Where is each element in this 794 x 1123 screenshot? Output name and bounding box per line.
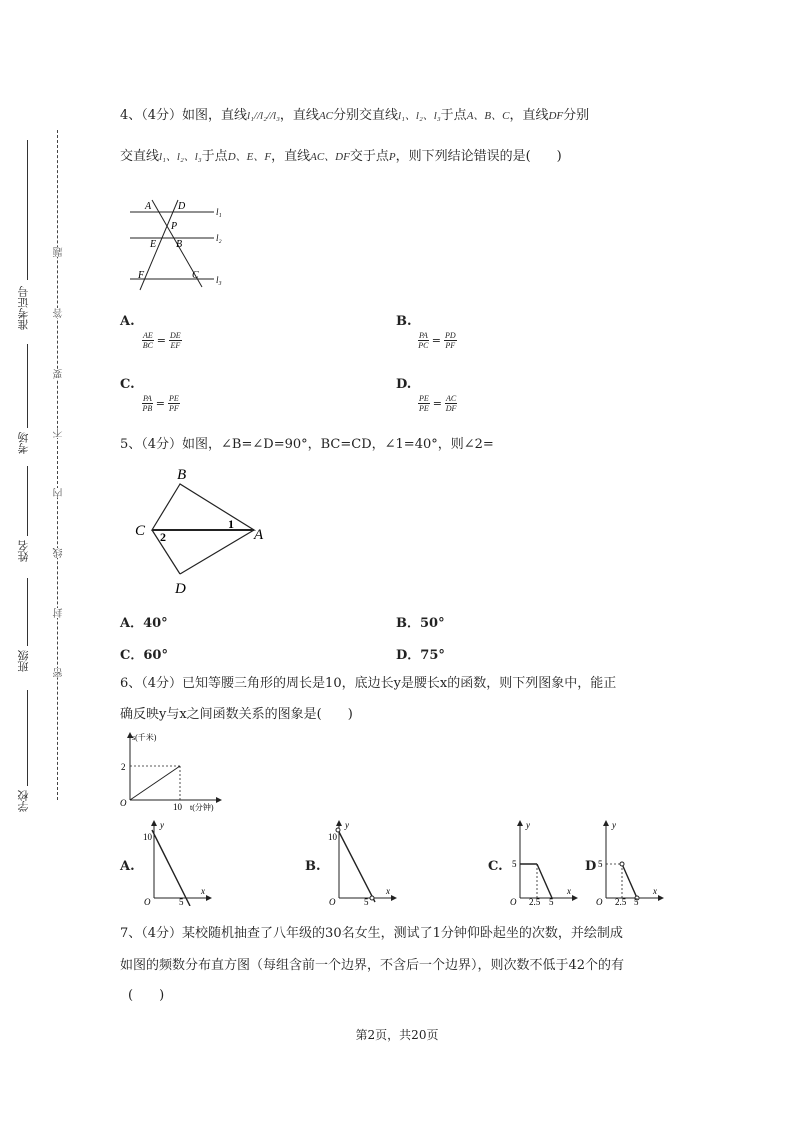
label-exam-room: 考场: [17, 432, 30, 454]
point-label: D: [175, 581, 186, 597]
fraction: $\frac{PD}{PF}$: [444, 331, 456, 350]
svg-text:2.5: 2.5: [615, 897, 627, 906]
q6-option-a-label[interactable]: A.: [120, 859, 135, 874]
seal-char: 题: [54, 247, 65, 257]
q4-line1: 4、（4分）如图，直线l₁//l₂//l₃，直线AC分别交直线l₁、l₂、l₃于点A、B、C，直线DF分别: [120, 108, 590, 123]
line-label: l₃: [216, 275, 222, 285]
q7-line2: 如图的频数分布直方图（每组含前一个边界，不含后一个边界），则次数不低于42个的有: [120, 958, 625, 973]
page-footer: 第2页，共20页: [355, 1028, 439, 1042]
q6-option-d-graph[interactable]: [592, 818, 668, 906]
axis-label: t(分钟): [190, 803, 214, 812]
seal-char: 封: [54, 608, 65, 618]
tick-label: 2: [121, 762, 126, 772]
fraction: $\frac{AE}{BC}$: [142, 331, 153, 350]
q6-option-c-label[interactable]: C.: [488, 859, 503, 874]
svg-text:x: x: [201, 886, 205, 896]
q5-option-a[interactable]: A．40°: [120, 616, 168, 631]
seal-char: 要: [54, 369, 65, 379]
q6-option-a-graph[interactable]: [140, 818, 216, 906]
svg-text:O: O: [144, 897, 151, 906]
seal-dashed-line: [57, 130, 58, 800]
seal-char: 内: [54, 488, 65, 498]
q4-figure: [126, 194, 236, 294]
q6-option-d-label[interactable]: D: [585, 859, 597, 874]
seal-char: 答: [54, 308, 65, 318]
svg-text:x: x: [386, 886, 390, 896]
point-label: P: [171, 221, 178, 232]
svg-text:5: 5: [634, 897, 639, 906]
q4-option-b[interactable]: B. $\frac{PA}{PC}$ = $\frac{PD}{PF}$: [396, 314, 456, 350]
svg-text:O: O: [596, 897, 603, 906]
seal-char: 不: [54, 428, 65, 438]
svg-text:y: y: [345, 820, 349, 830]
angle-label: 1: [228, 517, 234, 531]
svg-text:5: 5: [364, 897, 369, 906]
q6-option-c-graph[interactable]: [506, 818, 582, 906]
line-label: l₁: [216, 207, 222, 217]
svg-text:10: 10: [143, 832, 152, 842]
fraction: $\frac{PA}{PB}$: [142, 394, 153, 413]
seal-char: 线: [54, 548, 65, 558]
q5-option-b[interactable]: B．50°: [396, 616, 445, 631]
point-label: A: [145, 201, 152, 212]
blank-school: [27, 690, 28, 786]
fraction: $\frac{PE}{PE}$: [419, 394, 429, 413]
q5-text: 5、（4分）如图，∠B=∠D=90°，BC=CD，∠1=40°，则∠2=: [120, 437, 494, 452]
point-label: D: [178, 201, 186, 212]
point-label: E: [150, 239, 157, 250]
fraction: $\frac{PA}{PC}$: [418, 331, 429, 350]
svg-text:10: 10: [328, 832, 337, 842]
blank-exam-number: [27, 140, 28, 280]
svg-text:5: 5: [549, 897, 554, 906]
point-label: F: [138, 270, 145, 281]
label-exam-number: 准考证号: [17, 286, 30, 330]
sidebar-rule-line: [28, 140, 29, 790]
svg-text:y: y: [526, 820, 530, 830]
label-class: 班级: [17, 650, 30, 672]
svg-text:5: 5: [512, 859, 517, 869]
svg-text:2.5: 2.5: [529, 897, 541, 906]
svg-text:x: x: [653, 886, 657, 896]
tick-label: 10: [173, 802, 182, 812]
q6-option-b-label[interactable]: B.: [305, 859, 321, 874]
angle-label: 2: [160, 530, 166, 544]
q6-line2: 确反映y与x之间函数关系的图象是( ): [120, 707, 353, 722]
blank-class: [27, 578, 28, 646]
origin-label: O: [120, 798, 127, 808]
q5-figure: [130, 462, 270, 600]
axis-label: s(千米): [132, 733, 157, 742]
point-label: B: [177, 467, 187, 483]
q4-line2: 交直线l₁、l₂、l₃于点D、E、F，直线AC、DF交于点P，则下列结论错误的是( ): [120, 149, 562, 164]
q6-distance-time-graph: [116, 728, 236, 814]
q6-line1: 6、（4分）已知等腰三角形的周长是10，底边长y是腰长x的函数，则下列图象中，能正: [120, 676, 617, 691]
fraction: $\frac{DE}{EF}$: [170, 331, 181, 350]
svg-text:O: O: [510, 897, 517, 906]
svg-text:y: y: [612, 820, 616, 830]
point-label: C: [192, 270, 199, 281]
q4-option-c[interactable]: C. $\frac{PA}{PB}$ = $\frac{PE}{PF}$: [120, 377, 179, 413]
point-label: A: [254, 527, 264, 543]
q7-line1: 7、（4分）某校随机抽查了八年级的30名女生，测试了1分钟仰卧起坐的次数，并绘制成: [120, 926, 623, 941]
q4-option-d[interactable]: D. $\frac{PE}{PE}$ = $\frac{AC}{DF}$: [396, 377, 457, 413]
blank-name: [27, 466, 28, 536]
svg-text:x: x: [567, 886, 571, 896]
point-label: C: [135, 523, 146, 539]
point-label: B: [176, 239, 183, 250]
fraction: $\frac{AC}{DF}$: [445, 394, 457, 413]
svg-text:5: 5: [179, 897, 184, 906]
svg-text:y: y: [160, 820, 164, 830]
q7-line3: ( ): [128, 988, 165, 1003]
q5-option-d[interactable]: D．75°: [396, 648, 445, 663]
q6-option-b-graph[interactable]: [325, 818, 401, 906]
blank-exam-room: [27, 344, 28, 428]
svg-text:O: O: [329, 897, 336, 906]
label-school: 学校: [17, 790, 30, 812]
line-label: l₂: [216, 233, 222, 243]
q5-option-c[interactable]: C．60°: [120, 648, 168, 663]
q4-option-a[interactable]: A. $\frac{AE}{BC}$ = $\frac{DE}{EF}$: [120, 314, 181, 350]
svg-text:5: 5: [598, 859, 603, 869]
label-name: 姓名: [17, 540, 30, 562]
seal-char: 密: [54, 668, 65, 678]
fraction: $\frac{PE}{PF}$: [168, 394, 179, 413]
